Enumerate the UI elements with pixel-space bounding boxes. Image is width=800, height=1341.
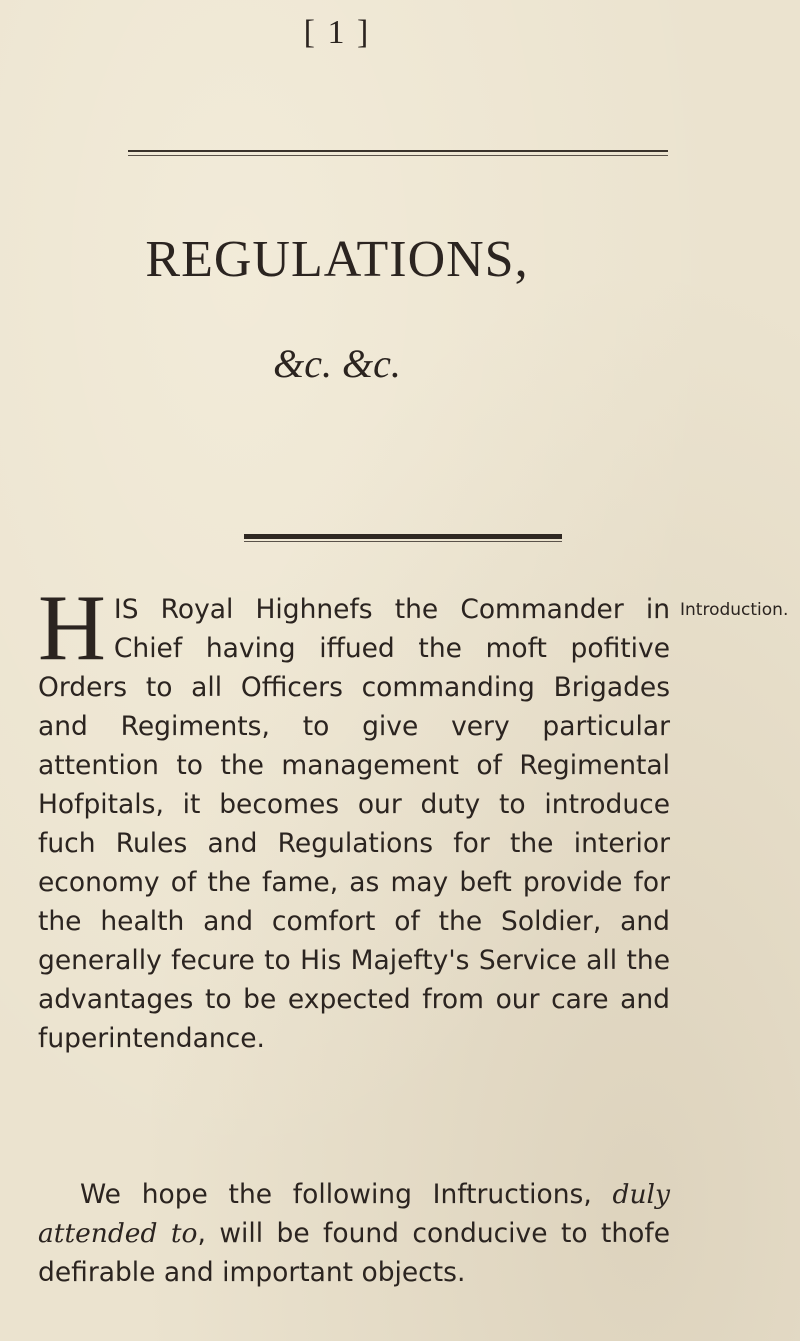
paragraph-second-italic: duly attended to	[38, 1179, 670, 1249]
paragraph-intro	[38, 576, 670, 1058]
paragraph-second-text-after: , will be found conducive to thofe defirable and important objects.	[38, 1218, 670, 1288]
paragraph-second-text-before: We hope the following Inftructions,	[80, 1179, 613, 1210]
paragraph-intro-text: IS Royal Highnefs the Commander in Chief having iffued the moft pofitive Orders to all Officers commanding Brigades and Regiments, to give very particular attention to the management of Regimental Hofpitals, it becomes our duty to introduce fuch Rules and Regulations for the interior economy of the fame, as may beft provide for the health and comfort of the Soldier, and generally fecure to His Majefty's Service all the advantages to be expected from our care and fuperintendance.	[38, 594, 670, 1054]
paragraph-second	[38, 1175, 670, 1292]
header-rule	[128, 150, 668, 152]
page-number: [ 1 ]	[303, 14, 371, 51]
section-rule	[244, 534, 562, 539]
margin-note: Introduction.	[680, 600, 789, 620]
section-rule-thin	[244, 541, 562, 542]
page-title: REGULATIONS,	[145, 231, 529, 288]
header-rule-thin	[128, 155, 668, 156]
page-subtitle: &c. &c.	[273, 341, 401, 386]
drop-cap: H	[38, 576, 106, 680]
